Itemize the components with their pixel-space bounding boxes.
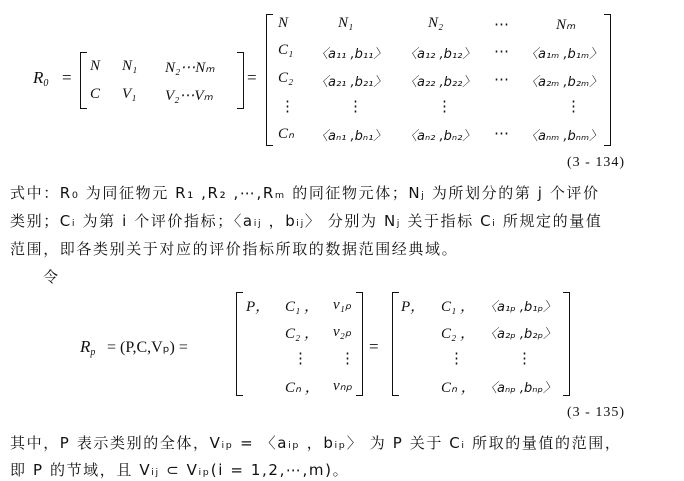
eq1-right-cell: ⋮ (348, 99, 363, 115)
eq1-left-cell: N₂⋯Nₘ (165, 60, 215, 76)
eq2-right-cell: C₂ ， (441, 326, 475, 342)
eq1-right-cell: C₁ (278, 42, 294, 58)
eq1-left-matrix-bracket-left (80, 52, 87, 109)
eq2-mid-cell: Cₙ ， (285, 380, 320, 396)
eq1-right-cell: Cₙ (278, 126, 294, 142)
eq1-right-header-cell: N₂ (428, 15, 444, 31)
equation-number: (3 - 135) (567, 405, 625, 420)
eq1-right-cell: 〈a₂₂ ,b₂₂〉 (404, 75, 476, 90)
eq2-lhs: $R_p$ (80, 337, 96, 358)
eq1-right-cell: ⋯ (494, 126, 509, 142)
eq2-tuple: = (P,C,Vₚ) = (107, 339, 188, 356)
eq2-mid-cell: C₁ ， (285, 299, 319, 315)
paragraph-line: 类别；Cᵢ 为第 i 个评价指标；〈aᵢⱼ ，bᵢⱼ〉 分别为 Nⱼ 关于指标 Cᵢ 所规定的量值 (10, 212, 603, 230)
eq1-right-cell: ⋮ (437, 99, 452, 115)
eq1-left-cell: V₂⋯Vₘ (165, 88, 213, 104)
eq2-right-bracket-left (392, 292, 399, 396)
eq1-right-cell: 〈aₙₘ ,bₙₘ〉 (525, 129, 603, 144)
eq2-mid-bracket-right (356, 292, 363, 396)
eq1-right-cell: C₂ (278, 70, 294, 86)
eq1-right-cell: 〈a₂ₘ ,b₂ₘ〉 (525, 75, 603, 90)
eq2-mid-bracket-left (236, 292, 243, 396)
ling-word: 令 (43, 268, 60, 286)
eq1-right-header-cell: ⋯ (494, 17, 509, 33)
eq1-right-cell: 〈a₁₂ ,b₁₂〉 (404, 47, 476, 62)
paragraph-line: 其中，P 表示类别的全体，Vᵢₚ = 〈aᵢₚ ，bᵢₚ〉 为 P 关于 Cᵢ 所取的量值的范围， (10, 434, 622, 452)
eq2-mid-cell: vₙₚ (333, 378, 353, 394)
paragraph-line: 范围，即各类别关于对应的评价指标所取的数据范围经典域。 (10, 240, 459, 258)
eq1-right-header-cell: N₁ (338, 15, 354, 31)
eq2-right-bracket-right (563, 292, 570, 396)
eq1-right-matrix-bracket-left (266, 14, 273, 146)
eq1-right-cell: 〈aₙ₁ ,bₙ₁〉 (315, 129, 387, 144)
eq1-right-cell: ⋯ (494, 44, 509, 60)
eq1-lhs: $R_0$ (33, 68, 49, 89)
eq1-right-header-cell: N (278, 15, 289, 31)
eq2-mid-cell: P， (246, 299, 271, 315)
eq1-right-cell: 〈a₁₁ ,b₁₁〉 (315, 47, 387, 62)
eq1-left-cell: N₁ (122, 58, 138, 74)
eq2-right-cell: 〈a₂ₚ ,b₂ₚ〉 (484, 327, 557, 342)
eq2-right-cell: 〈aₙₚ ,bₙₚ〉 (484, 381, 556, 396)
eq2-mid-cell: C₂ ， (285, 326, 319, 342)
eq2-right-cell: P， (401, 299, 426, 315)
eq1-equals-1: = (62, 68, 72, 87)
eq2-equals: = (369, 337, 379, 356)
eq2-right-cell: Cₙ ， (441, 380, 476, 396)
eq1-equals-2: = (247, 68, 257, 87)
eq1-right-cell: 〈a₁ₘ ,b₁ₘ〉 (525, 47, 603, 62)
equation-number: (3 - 134) (567, 155, 625, 170)
eq1-left-cell: V₁ (122, 86, 137, 102)
eq2-right-cell: 〈a₁ₚ ,b₁ₚ〉 (484, 300, 557, 315)
eq2-right-cell: ⋮ (449, 351, 464, 367)
eq2-mid-cell: ⋮ (340, 351, 355, 367)
eq1-right-cell: ⋯ (494, 72, 509, 88)
eq1-right-cell: ⋮ (280, 99, 295, 115)
eq1-right-cell: 〈aₙ₂ ,bₙ₂〉 (404, 129, 476, 144)
paragraph-line: 式中：R₀ 为同征物元 R₁ ,R₂ ,⋯,Rₘ 的同征物元体；Nⱼ 为所划分的第 j 个评价 (10, 184, 600, 202)
eq2-mid-cell: v₂ₚ (333, 324, 352, 340)
eq1-left-matrix-bracket-right (237, 52, 244, 109)
eq2-right-cell: ⋮ (517, 351, 532, 367)
eq1-right-matrix-bracket-right (604, 14, 611, 146)
eq1-left-cell: C (90, 86, 101, 102)
eq2-right-cell: C₁ ， (441, 299, 475, 315)
eq2-mid-cell: v₁ₚ (333, 297, 352, 313)
eq2-mid-cell: ⋮ (293, 351, 308, 367)
eq1-right-cell: ⋮ (566, 99, 581, 115)
paragraph-line: 即 P 的节域，且 Vᵢⱼ ⊂ Vᵢₚ(i = 1,2,⋯,m)。 (10, 461, 350, 479)
eq1-left-cell: N (90, 58, 101, 74)
eq1-right-header-cell: Nₘ (556, 17, 576, 33)
eq1-right-cell: 〈a₂₁ ,b₂₁〉 (315, 75, 387, 90)
